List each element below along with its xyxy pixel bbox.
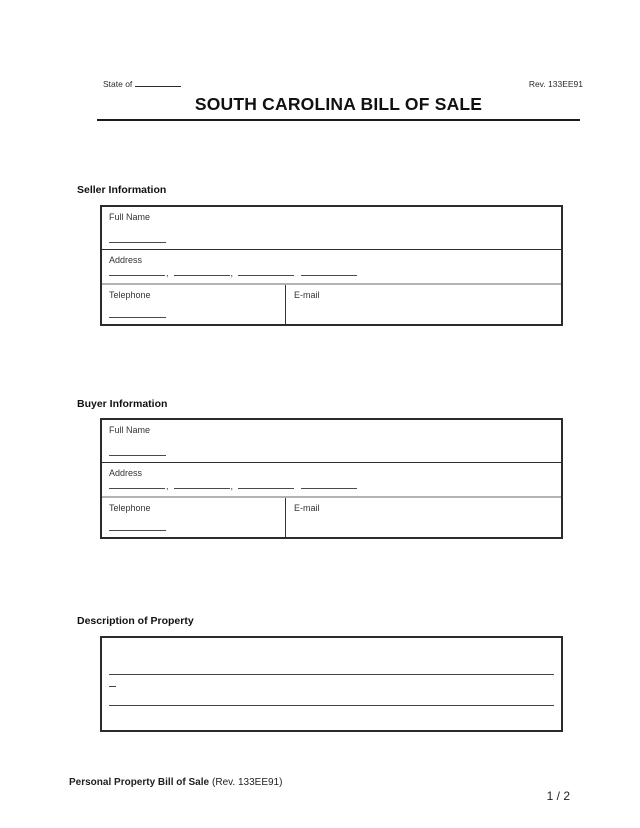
seller-address-blank-lines: [109, 267, 357, 276]
seller-contact-row: [102, 283, 561, 324]
buyer-telephone-label: Telephone: [109, 503, 151, 513]
address-comma: ,: [166, 268, 169, 278]
seller-address-blank-4[interactable]: [301, 267, 357, 276]
footer-revision-suffix: (Rev. 133EE91): [212, 777, 283, 788]
seller-full-name-label: Full Name: [109, 212, 151, 222]
state-of-label: State of: [103, 79, 133, 89]
buyer-full-name-cell: [102, 420, 561, 462]
seller-info-table: [100, 205, 563, 326]
seller-telephone-cell: [102, 285, 286, 324]
buyer-contact-row: [102, 496, 561, 537]
seller-address-blank-3[interactable]: [238, 267, 294, 276]
seller-full-name-cell: [102, 207, 561, 249]
seller-address-blank-2[interactable]: [174, 267, 230, 276]
buyer-address-label: Address: [109, 468, 143, 478]
description-write-line-continuation[interactable]: [109, 686, 116, 687]
description-box: [100, 636, 563, 732]
buyer-full-name-label: Full Name: [109, 425, 151, 435]
seller-address-label: Address: [109, 255, 143, 265]
address-comma: ,: [230, 481, 234, 491]
buyer-telephone-blank-line[interactable]: [109, 522, 166, 531]
buyer-address-blank-1[interactable]: [109, 480, 165, 489]
title-rule: [97, 119, 580, 121]
address-comma: ,: [166, 481, 169, 491]
page-number: 1 / 2: [546, 789, 570, 803]
seller-telephone-label: Telephone: [109, 290, 151, 300]
address-comma: ,: [230, 268, 234, 278]
description-section-heading: Description of Property: [77, 615, 194, 627]
buyer-email-label: E-mail: [294, 503, 320, 513]
state-of-field: [103, 79, 181, 89]
seller-email-cell: [286, 285, 561, 324]
footer-title-bold: Personal Property Bill of Sale: [69, 777, 210, 788]
buyer-email-cell: [286, 498, 561, 537]
buyer-telephone-cell: [102, 498, 286, 537]
buyer-address-blank-4[interactable]: [301, 480, 357, 489]
seller-address-blank-1[interactable]: [109, 267, 165, 276]
seller-email-label: E-mail: [294, 290, 320, 300]
buyer-address-cell: [102, 462, 561, 496]
buyer-address-blank-lines: [109, 480, 357, 489]
seller-full-name-blank-line[interactable]: [109, 234, 166, 243]
buyer-info-table: [100, 418, 563, 539]
description-write-line-1[interactable]: [109, 674, 554, 675]
buyer-section-heading: Buyer Information: [77, 398, 168, 410]
seller-address-cell: [102, 249, 561, 283]
state-of-blank-line[interactable]: [135, 79, 181, 87]
description-write-line-2[interactable]: [109, 705, 554, 706]
document-title: SOUTH CAROLINA BILL OF SALE: [194, 94, 483, 114]
seller-section-heading: Seller Information: [77, 184, 167, 196]
buyer-address-blank-3[interactable]: [238, 480, 294, 489]
revision-label: Rev. 133EE91: [528, 79, 583, 89]
seller-telephone-blank-line[interactable]: [109, 309, 166, 318]
buyer-full-name-blank-line[interactable]: [109, 447, 166, 456]
buyer-address-blank-2[interactable]: [174, 480, 230, 489]
footer-document-title: [69, 777, 282, 788]
